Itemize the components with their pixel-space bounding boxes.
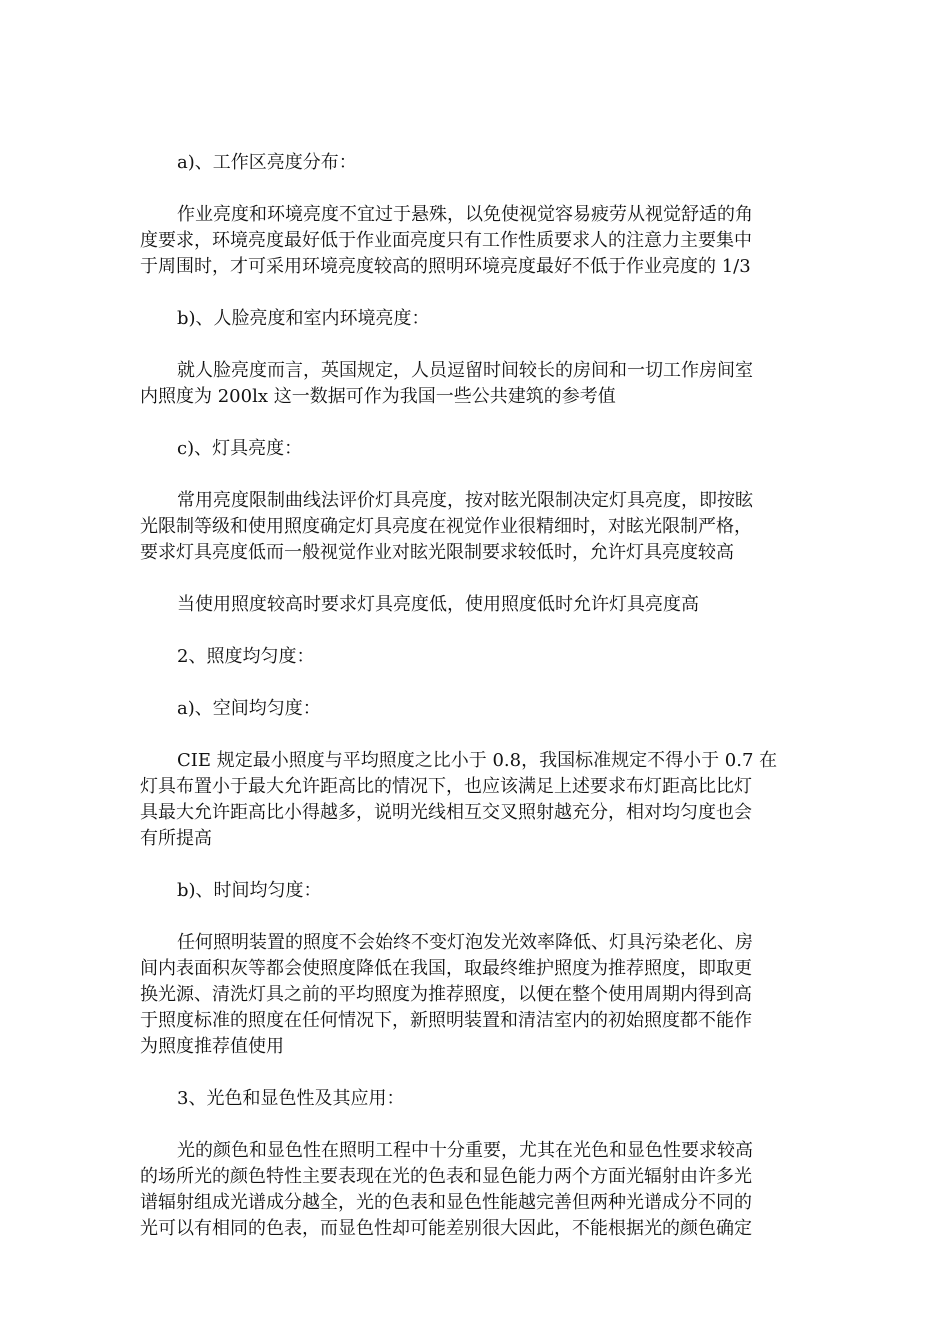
section-heading-color-rendering: 3、光色和显色性及其应用： bbox=[177, 1088, 405, 1109]
paragraph-line: 具最大允许距高比小得越多，说明光线相互交叉照射越充分，相对均匀度也会 bbox=[140, 802, 752, 823]
paragraph-line: CIE 规定最小照度与平均照度之比小于 0.8，我国标准规定不得小于 0.7 在 bbox=[177, 750, 778, 771]
section-heading-temporal-uniformity: b)、时间均匀度： bbox=[177, 880, 322, 901]
paragraph-line: 就人脸亮度而言，英国规定，人员逗留时间较长的房间和一切工作房间室 bbox=[177, 360, 753, 381]
document-body bbox=[140, 150, 800, 1268]
paragraph-line: 换光源、清洗灯具之前的平均照度为推荐照度，以便在整个使用周期内得到高 bbox=[140, 984, 752, 1005]
paragraph-line: 灯具布置小于最大允许距高比的情况下，也应该满足上述要求布灯距高比比灯 bbox=[140, 776, 752, 797]
paragraph-luminaire-luminance bbox=[140, 488, 800, 566]
paragraph-line: 任何照明装置的照度不会始终不变灯泡发光效率降低、灯具污染老化、房 bbox=[177, 932, 753, 953]
paragraph-line: 于照度标准的照度在任何情况下，新照明装置和清洁室内的初始照度都不能作 bbox=[140, 1010, 752, 1031]
paragraph-line: 光可以有相同的色表，而显色性却可能差别很大因此，不能根据光的颜色确定 bbox=[140, 1218, 752, 1239]
paragraph-line: 常用亮度限制曲线法评价灯具亮度，按对眩光限制决定灯具亮度，即按眩 bbox=[177, 490, 753, 511]
paragraph-line: 的场所光的颜色特性主要表现在光的色表和显色能力两个方面光辐射由许多光 bbox=[140, 1166, 752, 1187]
paragraph-line: 有所提高 bbox=[140, 828, 212, 849]
paragraph-line: 度要求，环境亮度最好低于作业面亮度只有工作性质要求人的注意力主要集中 bbox=[140, 230, 752, 251]
paragraph-luminaire-summary: 当使用照度较高时要求灯具亮度低，使用照度低时允许灯具亮度高 bbox=[177, 594, 699, 615]
paragraph-line: 光的颜色和显色性在照明工程中十分重要，尤其在光色和显色性要求较高 bbox=[177, 1140, 753, 1161]
paragraph-line: 要求灯具亮度低而一般视觉作业对眩光限制要求较低时，允许灯具亮度较高 bbox=[140, 542, 734, 563]
section-heading-spatial-uniformity: a)、空间均匀度： bbox=[177, 698, 321, 719]
paragraph-line: 光限制等级和使用照度确定灯具亮度在视觉作业很精细时，对眩光限制严格， bbox=[140, 516, 752, 537]
paragraph-temporal-uniformity bbox=[140, 930, 800, 1060]
paragraph-line: 为照度推荐值使用 bbox=[140, 1036, 284, 1057]
section-heading-face-luminance: b)、人脸亮度和室内环境亮度： bbox=[177, 308, 430, 329]
paragraph-face-luminance bbox=[140, 358, 800, 410]
paragraph-line: 于周围时，才可采用环境亮度较高的照明环境亮度最好不低于作业亮度的 1/3 bbox=[140, 256, 751, 277]
paragraph-line: 内照度为 200lx 这一数据可作为我国一些公共建筑的参考值 bbox=[140, 386, 616, 407]
paragraph-spatial-uniformity bbox=[140, 748, 800, 852]
paragraph-line: 谱辐射组成光谱成分越全，光的色表和显色性能越完善但两种光谱成分不同的 bbox=[140, 1192, 752, 1213]
section-heading-workarea-luminance: a)、工作区亮度分布： bbox=[177, 152, 357, 173]
paragraph-workarea-luminance bbox=[140, 202, 800, 280]
section-heading-luminaire-luminance: c)、灯具亮度： bbox=[177, 438, 303, 459]
paragraph-line: 间内表面积灰等都会使照度降低在我国，取最终维护照度为推荐照度，即取更 bbox=[140, 958, 752, 979]
paragraph-line: 作业亮度和环境亮度不宜过于悬殊，以免使视觉容易疲劳从视觉舒适的角 bbox=[177, 204, 753, 225]
section-heading-illuminance-uniformity: 2、照度均匀度： bbox=[177, 646, 315, 667]
paragraph-color-rendering bbox=[140, 1138, 800, 1242]
